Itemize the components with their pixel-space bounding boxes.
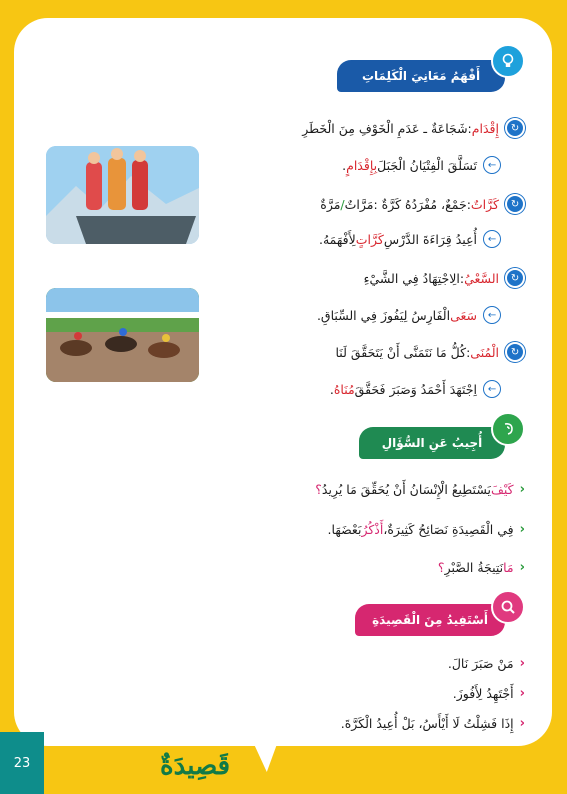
example-text: أُعِيدُ قِرَاءَةَ الدَّرْسِ (383, 231, 477, 247)
question-1 (315, 482, 525, 497)
arrow-left-icon: ← (483, 156, 501, 174)
example-highlight: كَرَّاتٍ (355, 231, 384, 247)
lightbulb-icon (491, 44, 525, 78)
arrow-left-icon: ← (483, 380, 501, 398)
footer-title: قَصِيدَةٌ (159, 751, 231, 781)
refresh-icon: ↻ (505, 194, 525, 214)
chevron-icon: ‹ (519, 686, 525, 701)
chevron-icon: ‹ (519, 716, 525, 731)
question-text: فِي الْقَصِيدَةِ نَصَائِحُ كَثِيرَةٌ، (383, 522, 514, 537)
question-highlight: مَا (503, 560, 514, 575)
example-text: تَسَلَّقَ الْفِتْيَانُ الْجَبَلَ (377, 157, 477, 173)
question-highlight: أَذْكُرُ (361, 522, 384, 537)
vocab-example-3 (317, 306, 501, 324)
example-end: . (329, 381, 334, 397)
vocab-item-2 (320, 194, 525, 214)
climbers-illustration (46, 146, 199, 244)
question-end: بَعْضَهَا. (327, 522, 362, 537)
example-highlight: سَعَى (450, 307, 477, 323)
question-mark: ؟ (315, 482, 322, 497)
question-2 (328, 522, 525, 537)
vocab-meaning-end: مَرَّةٌ (320, 196, 341, 212)
chevron-icon: ‹ (519, 522, 525, 537)
vocab-example-4 (330, 380, 501, 398)
vocab-sep: : (466, 344, 471, 360)
section1-title: أَفْهَمُ مَعَانِيَ الْكَلِمَاتِ (337, 60, 505, 92)
example-end: لِأَفْهَمَهُ. (319, 231, 356, 247)
vocab-meaning: شَجَاعَةٌ ـ عَدَمِ الْخَوْفِ مِنَ الْخَطَرِ (302, 120, 468, 136)
question-text: نَتِيجَةُ الصَّبْرِ (444, 560, 504, 575)
vocab-meaning: جَمْعٌ، مُفْرَدُهُ كَرَّةٌ : (373, 196, 467, 212)
example-highlight: بِإِقْدَامٍ (346, 157, 378, 173)
vocab-meaning: الِاجْتِهَادُ فِي الشَّيْءِ (363, 270, 460, 286)
refresh-icon: ↻ (505, 118, 525, 138)
arrow-left-icon: ← (483, 306, 501, 324)
lesson-item-3 (341, 716, 525, 731)
vocab-item-4 (336, 342, 526, 362)
vocab-meaning-mid: مَرَّاتٌ (344, 196, 374, 212)
vocab-slash: / (340, 196, 345, 212)
chevron-icon: ‹ (519, 560, 525, 575)
vocab-word: إِقْدَام (471, 120, 499, 136)
vocab-sep: : (466, 196, 471, 212)
vocab-meaning: كُلُّ مَا نَتَمَنَّى أَنْ يَتَحَقَّقَ لَنَا (335, 344, 467, 360)
example-end: الْفَارِسُ لِيَفُوزَ فِي السِّبَاقِ. (316, 307, 451, 323)
vocab-word: الْمُنَى (470, 344, 499, 360)
lesson-item-1 (448, 656, 525, 671)
vocab-item-1 (302, 118, 525, 138)
vocab-example-1 (342, 156, 501, 174)
section2-title: أُجِيبُ عَنِ السُّؤَالِ (359, 427, 505, 459)
chevron-icon: ‹ (519, 656, 525, 671)
horse-race-illustration (46, 288, 199, 382)
example-text: اِجْتَهَدَ أَحْمَدُ وَصَبَرَ فَحَقَّقَ (354, 381, 477, 397)
vocab-word: السَّعْيُ (464, 270, 499, 286)
page-number: 23 (0, 732, 44, 794)
lesson-item-2 (453, 686, 525, 701)
hearing-icon (491, 412, 525, 446)
vocab-word: كَرَّاتٌ (470, 196, 499, 212)
question-text: يَسْتَطِيعُ الْإِنْسَانُ أَنْ يُحَقِّقَ مَا يُرِيدُ (321, 482, 491, 497)
refresh-icon: ↻ (505, 268, 525, 288)
lesson-text: مَنْ صَبَرَ نَالَ. (447, 656, 514, 671)
question-mark: ؟ (437, 560, 445, 575)
refresh-icon: ↻ (505, 342, 525, 362)
chevron-icon: ‹ (519, 482, 525, 497)
question-3 (438, 560, 525, 575)
section3-title: أَسْتَفِيدُ مِنَ الْقَصِيدَةِ (355, 604, 505, 636)
lesson-text: أَجْتَهِدُ لِأَفُوزَ. (452, 686, 514, 701)
arrow-left-icon: ← (483, 230, 501, 248)
example-highlight: مُنَاهُ (333, 381, 355, 397)
vocab-item-3 (364, 268, 525, 288)
question-highlight: كَيْفَ (490, 482, 514, 497)
lesson-text: إِذَا فَشِلْتُ لَا أَيْأَسُ، بَلْ أُعِيدُ الْكَرَّةَ. (340, 716, 514, 731)
vocab-sep: : (459, 270, 465, 286)
example-end: . (342, 157, 347, 173)
vocab-sep: : (467, 120, 472, 136)
vocab-example-2 (319, 230, 501, 248)
magnifier-icon (491, 590, 525, 624)
